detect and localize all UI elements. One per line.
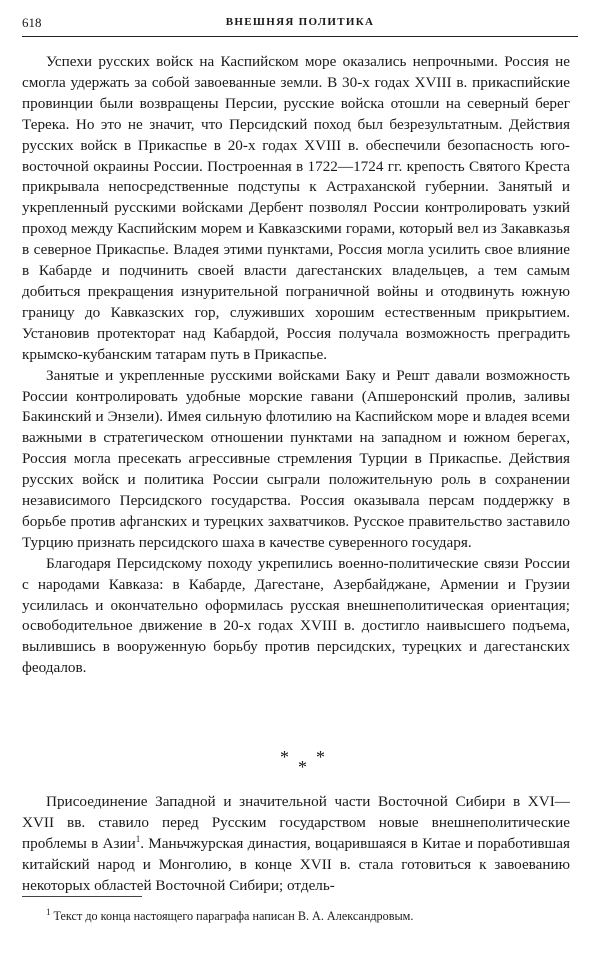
footnote-rule [22,896,142,897]
divider-star: * [298,757,307,777]
page-header [22,10,578,36]
paragraph-3: Благодаря Персидскому походу укрепились военно-политические связи России с народами Кавказа: в Кабарде, Дагестане, Азербайджане, Армении и Грузии усилилась и окончательно оформилась русская внешнеполитическая ориентация; освободительное движение в 20-х годах XVIII в. достигло наивысшего подъема, вылившись в вооруженную борьбу против персидских, турецких и дагестанских феодалов. [22,554,570,677]
main-text [22,52,570,679]
divider-star: * [316,747,325,767]
footnote-text: Текст до конца настоящего параграфа написан В. А. Александровым. [50,909,414,923]
footnote-reference: 1 [135,833,141,844]
paragraph-4 [22,792,570,897]
closing-text [22,792,570,897]
paragraph-1: Успехи русских войск на Каспийском море оказались непрочными. Россия не смогла удержать за собой завоеванные земли. В 30-х годах XVIII в. прикаспийские провинции были возвращены Персии, русские войска отошли на северный берег Терека. Но это не значит, что Персидский поход был безрезультатным. Действия русских войск в Прикаспье в 20-х годах XVIII в. обеспечили безопасность юго-восточной окраины России. Построенная в 1722—1724 гг. крепость Святого Креста прикрывала непосредственные подступы к Астраханской губернии. Занятый и укрепленный русскими войсками Дербент позволял России контролировать узкий проход между Каспийским морем и Кавказскими горами, который вел из Закавказья в северное Прикаспье. Владея этими пунктами, Россия могла усилить свое влияние в Кабарде и подчинить своей власти дагестанских владельцев, а тем самым добиться прекращения изнурительной пограничной войны и отодвинуть южную границу до Кавказских гор, служивших хорошим естественным прикрытием. Установив протекторат над Кабардой, Россия получала возможность преградить крымско-кубанским татарам путь в Прикаспье. [22,53,570,363]
paragraph-2: Занятые и укрепленные русскими войсками Баку и Решт давали возможность России контролировать удобные морские гавани (Апшеронский пролив, заливы Бакинский и Энзели). Имея сильную флотилию на Каспийском море и владея всеми важными в стратегическом отношении пунктами на западном и южном берегах, Россия могла пресекать агрессивные стремления Турции в Прикаспье. Действия русских войск и политика России сыграли положительную роль в сохранении независимого Персидского государства. Россия оказывала персам поддержку в борьбе против афганских и турецких захватчиков. Русское правительство заставило Турцию признать персидского шаха в качестве суверенного государя. [22,366,570,551]
header-rule [22,36,578,37]
page-number: 618 [22,15,42,30]
paragraph-4-part-2: . Маньчжурская династия, воцарившаяся в Китае и поработившая китайский народ и Монголию, в конце XVII в. стала готовиться к завоеванию некоторых областей Восточной Сибири; отдель- [22,834,570,894]
section-divider [22,748,578,778]
paragraph-4-part-1: Присоединение Западной и значительной части Восточной Сибири в XVI—XVII вв. ставило перед Русским государством новые внешнеполитические проблемы в Азии [22,793,570,852]
running-title: ВНЕШНЯЯ ПОЛИТИКА [225,16,375,28]
footnote-mark: 1 [46,906,51,917]
footnote [46,908,576,924]
divider-star: * [280,747,289,767]
